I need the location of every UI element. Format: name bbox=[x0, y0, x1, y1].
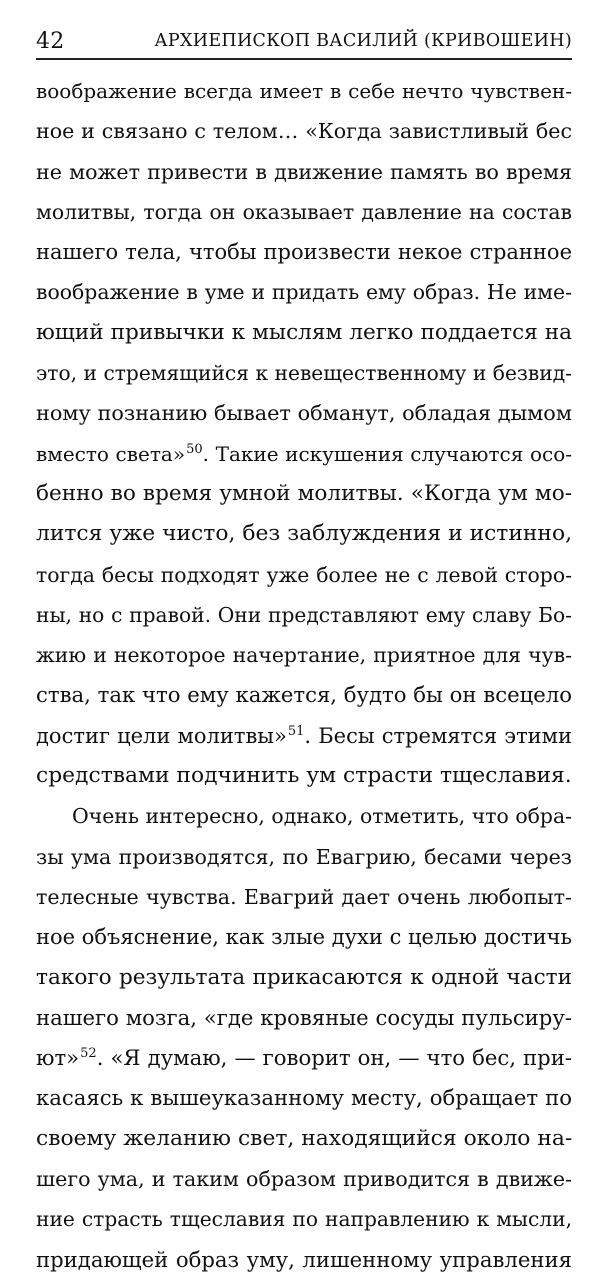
text-line: телесные чувства. Евагрий дает очень любопыт- bbox=[36, 884, 572, 909]
page-number: 42 bbox=[36, 28, 65, 54]
text-line: жию и некоторое начертание, приятное для чув- bbox=[36, 643, 572, 668]
header-rule bbox=[36, 58, 572, 60]
text-line: касаясь к вышеуказанному месту, обращает по bbox=[36, 1085, 572, 1111]
text-line: бенно во время умной молитвы. «Когда ум мо- bbox=[36, 480, 572, 506]
text-line: лится уже чисто, без заблуждения и истинно, bbox=[36, 521, 572, 547]
paragraph-start-line: Очень интересно, однако, отметить, что обра- bbox=[72, 804, 572, 829]
text-line: это, и стремящийся к невещественному и безвид- bbox=[36, 361, 572, 386]
text-line: достиг цели молитвы»$^{51}$. Бесы стремятся этими bbox=[36, 723, 572, 748]
footnote-ref-52: 52 bbox=[80, 1046, 97, 1062]
text-line: воображение всегда имеет в себе нечто чувствен- bbox=[36, 79, 572, 103]
text-line: ющий привычки к мыслям легко поддается на bbox=[36, 319, 572, 345]
text-line: ному познанию бывает обманут, обладая дымом bbox=[36, 401, 572, 426]
text-line: придающей образ уму, лишенному управления bbox=[36, 1246, 572, 1272]
text-line: зы ума производятся, по Евагрию, бесами через bbox=[36, 844, 572, 869]
text-line: ние страсть тщеславия по направлению к мысли, bbox=[36, 1207, 572, 1232]
footnote-ref-50: 50 bbox=[186, 442, 203, 458]
footnote-ref-51: 51 bbox=[287, 723, 305, 739]
body-text bbox=[36, 71, 572, 1280]
running-header bbox=[36, 26, 572, 56]
text-line: средствами подчинить ум страсти тщеславия. bbox=[36, 763, 572, 789]
text-line: нашего мозга, «где кровяные сосуды пульсиру- bbox=[36, 1004, 572, 1030]
text-line: не может привести в движение память во время bbox=[36, 159, 572, 184]
running-title: АРХИЕПИСКОП ВАСИЛИЙ (КРИВОШЕИН) bbox=[154, 31, 572, 51]
text-line: вместо света»$^{50}$. Такие искушения случаются осо- bbox=[36, 441, 572, 466]
text-line: тогда бесы подходят уже более не с левой сторо- bbox=[36, 562, 572, 587]
text-line: ны, но с правой. Они представляют ему славу Бо- bbox=[36, 602, 572, 627]
text-line: воображение в уме и придать ему образ. Не име- bbox=[36, 280, 572, 305]
text-line: ства, так что ему кажется, будто бы он всецело bbox=[36, 682, 572, 708]
text-line: своему желанию свет, находящийся около на- bbox=[36, 1125, 572, 1151]
text-line: шего ума, и таким образом приводится в движе- bbox=[36, 1167, 572, 1192]
text-line: ют»$^{52}$. «Я думаю, — говорит он, — что бес, при- bbox=[36, 1045, 572, 1071]
text-line: нашего тела, чтобы произвести некое странное bbox=[36, 240, 572, 265]
text-line: такого результата прикасаются к одной части bbox=[36, 964, 572, 990]
text-line: молитвы, тогда он оказывает давление на состав bbox=[36, 199, 572, 224]
text-line: ное и связано с телом… «Когда завистливый бес bbox=[36, 119, 572, 144]
text-line: ное объяснение, как злые духи с целью достичь bbox=[36, 925, 572, 950]
